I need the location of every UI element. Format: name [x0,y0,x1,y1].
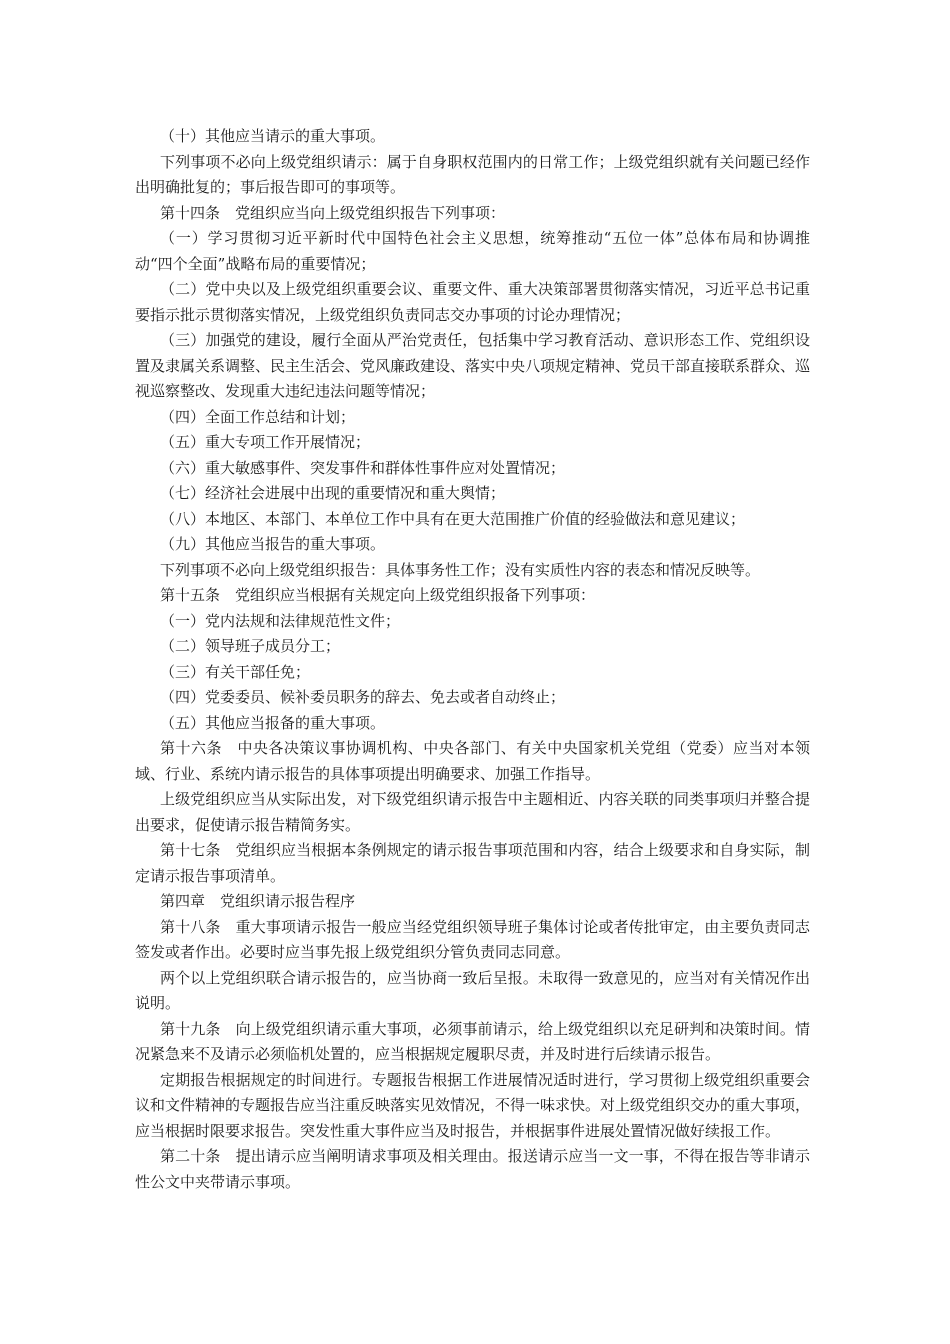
paragraph: （十）其他应当请示的重大事项。 [160,127,386,145]
list-item: （七）经济社会进展中出现的重要情况和重大舆情； [160,484,506,502]
paragraph: 定期报告根据规定的时间进行。专题报告根据工作进展情况适时进行，学习贯彻上级党组织重要会议和文件精神的专题报告应当注重反映落实见效情况，不得一味求快。对上级党组织交办的重大事项，应当根据时限要求报告。突发性重大事件应当及时报告，并根据事件进展处置情况做好续报工作。 [135,1070,811,1140]
paragraph: 下列事项不必向上级党组织报告：具体事务性工作；没有实质性内容的表态和情况反映等。 [160,560,761,579]
list-item: （三）加强党的建设，履行全面从严治党责任，包括集中学习教育活动、意识形态工作、党组织设置及隶属关系调整、民主生活会、党风廉政建设、落实中央八项规定精神、党员干部直接联系群众、巡视巡察整改、发现重大违纪违法问题等情况； [135,331,811,400]
article-paragraph: 第十七条 党组织应当根据本条例规定的请示报告事项范围和内容，结合上级要求和自身实际，制定请示报告事项清单。 [135,841,810,885]
list-item: （二）领导班子成员分工； [160,637,341,655]
list-item: （五）重大专项工作开展情况； [160,433,371,451]
list-item: （一）党内法规和法律规范性文件； [160,611,401,630]
list-item: （一）学习贯彻习近平新时代中国特色社会主义思想，统筹推动“五位一体”总体布局和协调推动“四个全面”战略布局的重要情况； [135,229,810,273]
list-item: （八）本地区、本部门、本单位工作中具有在更大范围推广价值的经验做法和意见建议； [160,509,746,528]
chapter-heading: 第四章 党组织请示报告程序 [160,892,356,910]
article-paragraph: 第二十条 提出请示应当阐明请求事项及相关理由。报送请示应当一文一事，不得在报告等非请示性公文中夹带请示事项。 [135,1147,810,1191]
article-paragraph: 第十九条 向上级党组织请示重大事项，必须事前请示，给上级党组织以充足研判和决策时间。情况紧急来不及请示必须临机处置的，应当根据规定履职尽责，并及时进行后续请示报告。 [135,1019,810,1063]
list-item: （四）全面工作总结和计划； [160,407,356,426]
list-item: （二）党中央以及上级党组织重要会议、重要文件、重大决策部署贯彻落实情况，习近平总书记重要指示批示贯彻落实情况，上级党组织负责同志交办事项的讨论办理情况； [135,280,810,324]
article-paragraph: 第十六条 中央各决策议事协调机构、中央各部门、有关中央国家机关党组（党委）应当对本领域、行业、系统内请示报告的具体事项提出明确要求、加强工作指导。 [135,739,810,783]
article-paragraph: 第十八条 重大事项请示报告一般应当经党组织领导班子集体讨论或者传批审定，由主要负责同志签发或者作出。必要时应当事先报上级党组织分管负责同志同意。 [135,917,810,961]
list-item: （三）有关干部任免； [160,662,311,681]
list-item: （五）其他应当报备的重大事项。 [160,713,386,732]
article-heading: 第十五条 党组织应当根据有关规定向上级党组织报备下列事项： [160,586,596,604]
article-heading: 第十四条 党组织应当向上级党组织报告下列事项： [160,203,506,222]
paragraph: 下列事项不必向上级党组织请示：属于自身职权范围内的日常工作；上级党组织就有关问题已经作出明确批复的；事后报告即可的事项等。 [135,152,810,196]
list-item: （四）党委委员、候补委员职务的辞去、免去或者自动终止； [160,688,566,706]
list-item: （六）重大敏感事件、突发事件和群体性事件应对处置情况； [160,458,566,477]
list-item: （九）其他应当报告的重大事项。 [160,535,386,553]
document-body [135,124,810,1195]
paragraph: 上级党组织应当从实际出发，对下级党组织请示报告中主题相近、内容关联的同类事项归并整合提出要求，促使请示报告精简务实。 [135,790,810,834]
paragraph: 两个以上党组织联合请示报告的，应当协商一致后呈报。未取得一致意见的，应当对有关情况作出说明。 [135,968,810,1012]
